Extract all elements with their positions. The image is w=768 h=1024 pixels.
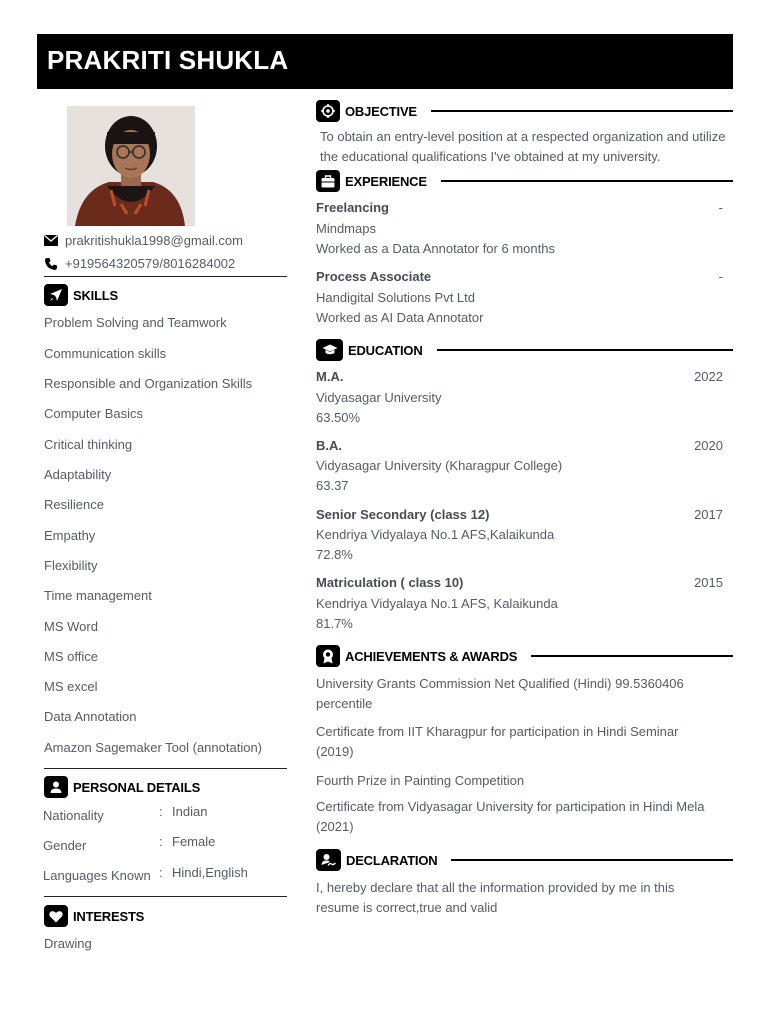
- declaration-heading: [316, 849, 733, 871]
- interests-heading: [44, 905, 287, 927]
- achievement-item: University Grants Commission Net Qualified (Hindi) 99.5360406 percentile: [316, 676, 684, 711]
- declaration-text: I, hereby declare that all the information provided by me in this resume is correct,true and valid: [316, 880, 675, 915]
- skill-item: Empathy: [44, 528, 96, 543]
- phone-text: +919564320579/8016284002: [65, 256, 236, 271]
- pd-colon: :: [159, 834, 163, 849]
- skills-divider: [44, 768, 287, 769]
- skill-item: Adaptability: [44, 467, 112, 482]
- award-icon: [316, 645, 340, 667]
- achievement-item: Fourth Prize in Painting Competition: [316, 773, 525, 788]
- experience-rule: [441, 180, 733, 182]
- pd-label-languages: Languages Known: [43, 868, 151, 883]
- candidate-name: PRAKRITI SHUKLA: [47, 45, 289, 75]
- skill-item: Time management: [44, 588, 152, 603]
- pd-value-gender: Female: [172, 834, 216, 849]
- education-year: 2022: [694, 369, 723, 384]
- signature-icon: [316, 849, 341, 871]
- objective-heading: [316, 100, 733, 122]
- experience-role: Freelancing: [316, 200, 389, 215]
- profile-photo-image: [67, 106, 195, 226]
- education-score: 72.8%: [316, 547, 353, 562]
- resume-header: [37, 34, 733, 89]
- education-school: Vidyasagar University (Kharagpur College): [316, 458, 563, 473]
- pd-value-nationality: Indian: [172, 804, 208, 819]
- skill-item: Responsible and Organization Skills: [44, 376, 253, 391]
- phone-icon: [44, 257, 58, 271]
- skill-item: MS excel: [44, 679, 98, 694]
- profile-photo: [67, 106, 195, 226]
- contact-divider: [44, 276, 287, 277]
- experience-role: Process Associate: [316, 269, 432, 284]
- experience-company: Handigital Solutions Pvt Ltd: [316, 290, 475, 305]
- education-degree: Senior Secondary (class 12): [316, 507, 490, 522]
- person-icon: [44, 776, 68, 798]
- personal-details-title: PERSONAL DETAILS: [73, 779, 201, 795]
- achievements-title: ACHIEVEMENTS & AWARDS: [345, 648, 518, 664]
- experience-heading: [316, 170, 733, 192]
- interests-title: INTERESTS: [73, 908, 145, 924]
- declaration-title: DECLARATION: [346, 852, 438, 868]
- mail-icon: [44, 235, 58, 246]
- education-degree: B.A.: [316, 438, 342, 453]
- education-score: 63.37: [316, 478, 349, 493]
- education-score: 63.50%: [316, 410, 361, 425]
- education-school: Kendriya Vidyalaya No.1 AFS,Kalaikunda: [316, 527, 555, 542]
- skill-item: Problem Solving and Teamwork: [44, 315, 227, 330]
- email-row: [44, 233, 243, 248]
- experience-desc: Worked as AI Data Annotator: [316, 310, 484, 325]
- briefcase-icon: [316, 170, 340, 192]
- experience-company: Mindmaps: [316, 221, 376, 236]
- declaration-rule: [451, 859, 733, 861]
- experience-title: EXPERIENCE: [345, 173, 427, 189]
- education-rule: [437, 349, 733, 351]
- education-year: 2020: [694, 438, 723, 453]
- education-heading: [316, 339, 733, 361]
- education-school: Vidyasagar University: [316, 390, 442, 405]
- skill-item: Critical thinking: [44, 437, 133, 452]
- achievements-rule: [531, 655, 733, 657]
- pd-value-languages: Hindi,English: [172, 865, 248, 880]
- achievement-item: Certificate from Vidyasagar University for participation in Hindi Mela (2021): [316, 799, 705, 834]
- objective-title: OBJECTIVE: [345, 103, 417, 119]
- pd-label-nationality: Nationality: [43, 808, 104, 823]
- skill-item: MS Word: [44, 619, 98, 634]
- phone-row: [44, 256, 235, 271]
- rocket-icon: [44, 284, 68, 306]
- education-school: Kendriya Vidyalaya No.1 AFS, Kalaikunda: [316, 596, 558, 611]
- skill-item: Computer Basics: [44, 406, 143, 421]
- target-icon: [316, 100, 340, 122]
- education-year: 2017: [694, 507, 723, 522]
- experience-desc: Worked as a Data Annotator for 6 months: [316, 241, 555, 256]
- personal-details-heading: [44, 776, 287, 798]
- experience-dates: -: [718, 200, 723, 215]
- skill-item: Communication skills: [44, 346, 167, 361]
- skill-item: MS office: [44, 649, 98, 664]
- achievement-item: Certificate from IIT Kharagpur for participation in Hindi Seminar (2019): [316, 724, 679, 759]
- heart-icon: [44, 905, 68, 927]
- experience-dates: -: [718, 269, 723, 284]
- email-text: prakritishukla1998@gmail.com: [65, 233, 243, 248]
- interest-item: Drawing: [44, 936, 92, 951]
- skill-item: Resilience: [44, 497, 104, 512]
- skill-item: Data Annotation: [44, 709, 137, 724]
- education-title: EDUCATION: [348, 342, 423, 358]
- achievements-heading: [316, 645, 733, 667]
- skill-item: Flexibility: [44, 558, 98, 573]
- objective-rule: [431, 110, 733, 112]
- pd-colon: :: [159, 865, 163, 880]
- graduation-cap-icon: [316, 339, 343, 361]
- objective-text: To obtain an entry-level position at a respected organization and utilize the educational qualifications I've obtained at my university.: [320, 129, 726, 164]
- education-degree: M.A.: [316, 369, 344, 384]
- pd-label-gender: Gender: [43, 838, 87, 853]
- skills-heading: [44, 284, 287, 306]
- skill-item: Amazon Sagemaker Tool (annotation): [44, 740, 262, 755]
- education-degree: Matriculation ( class 10): [316, 575, 464, 590]
- personal-divider: [44, 896, 287, 897]
- education-score: 81.7%: [316, 616, 353, 631]
- education-year: 2015: [694, 575, 723, 590]
- skills-title: SKILLS: [73, 287, 119, 303]
- pd-colon: :: [159, 804, 163, 819]
